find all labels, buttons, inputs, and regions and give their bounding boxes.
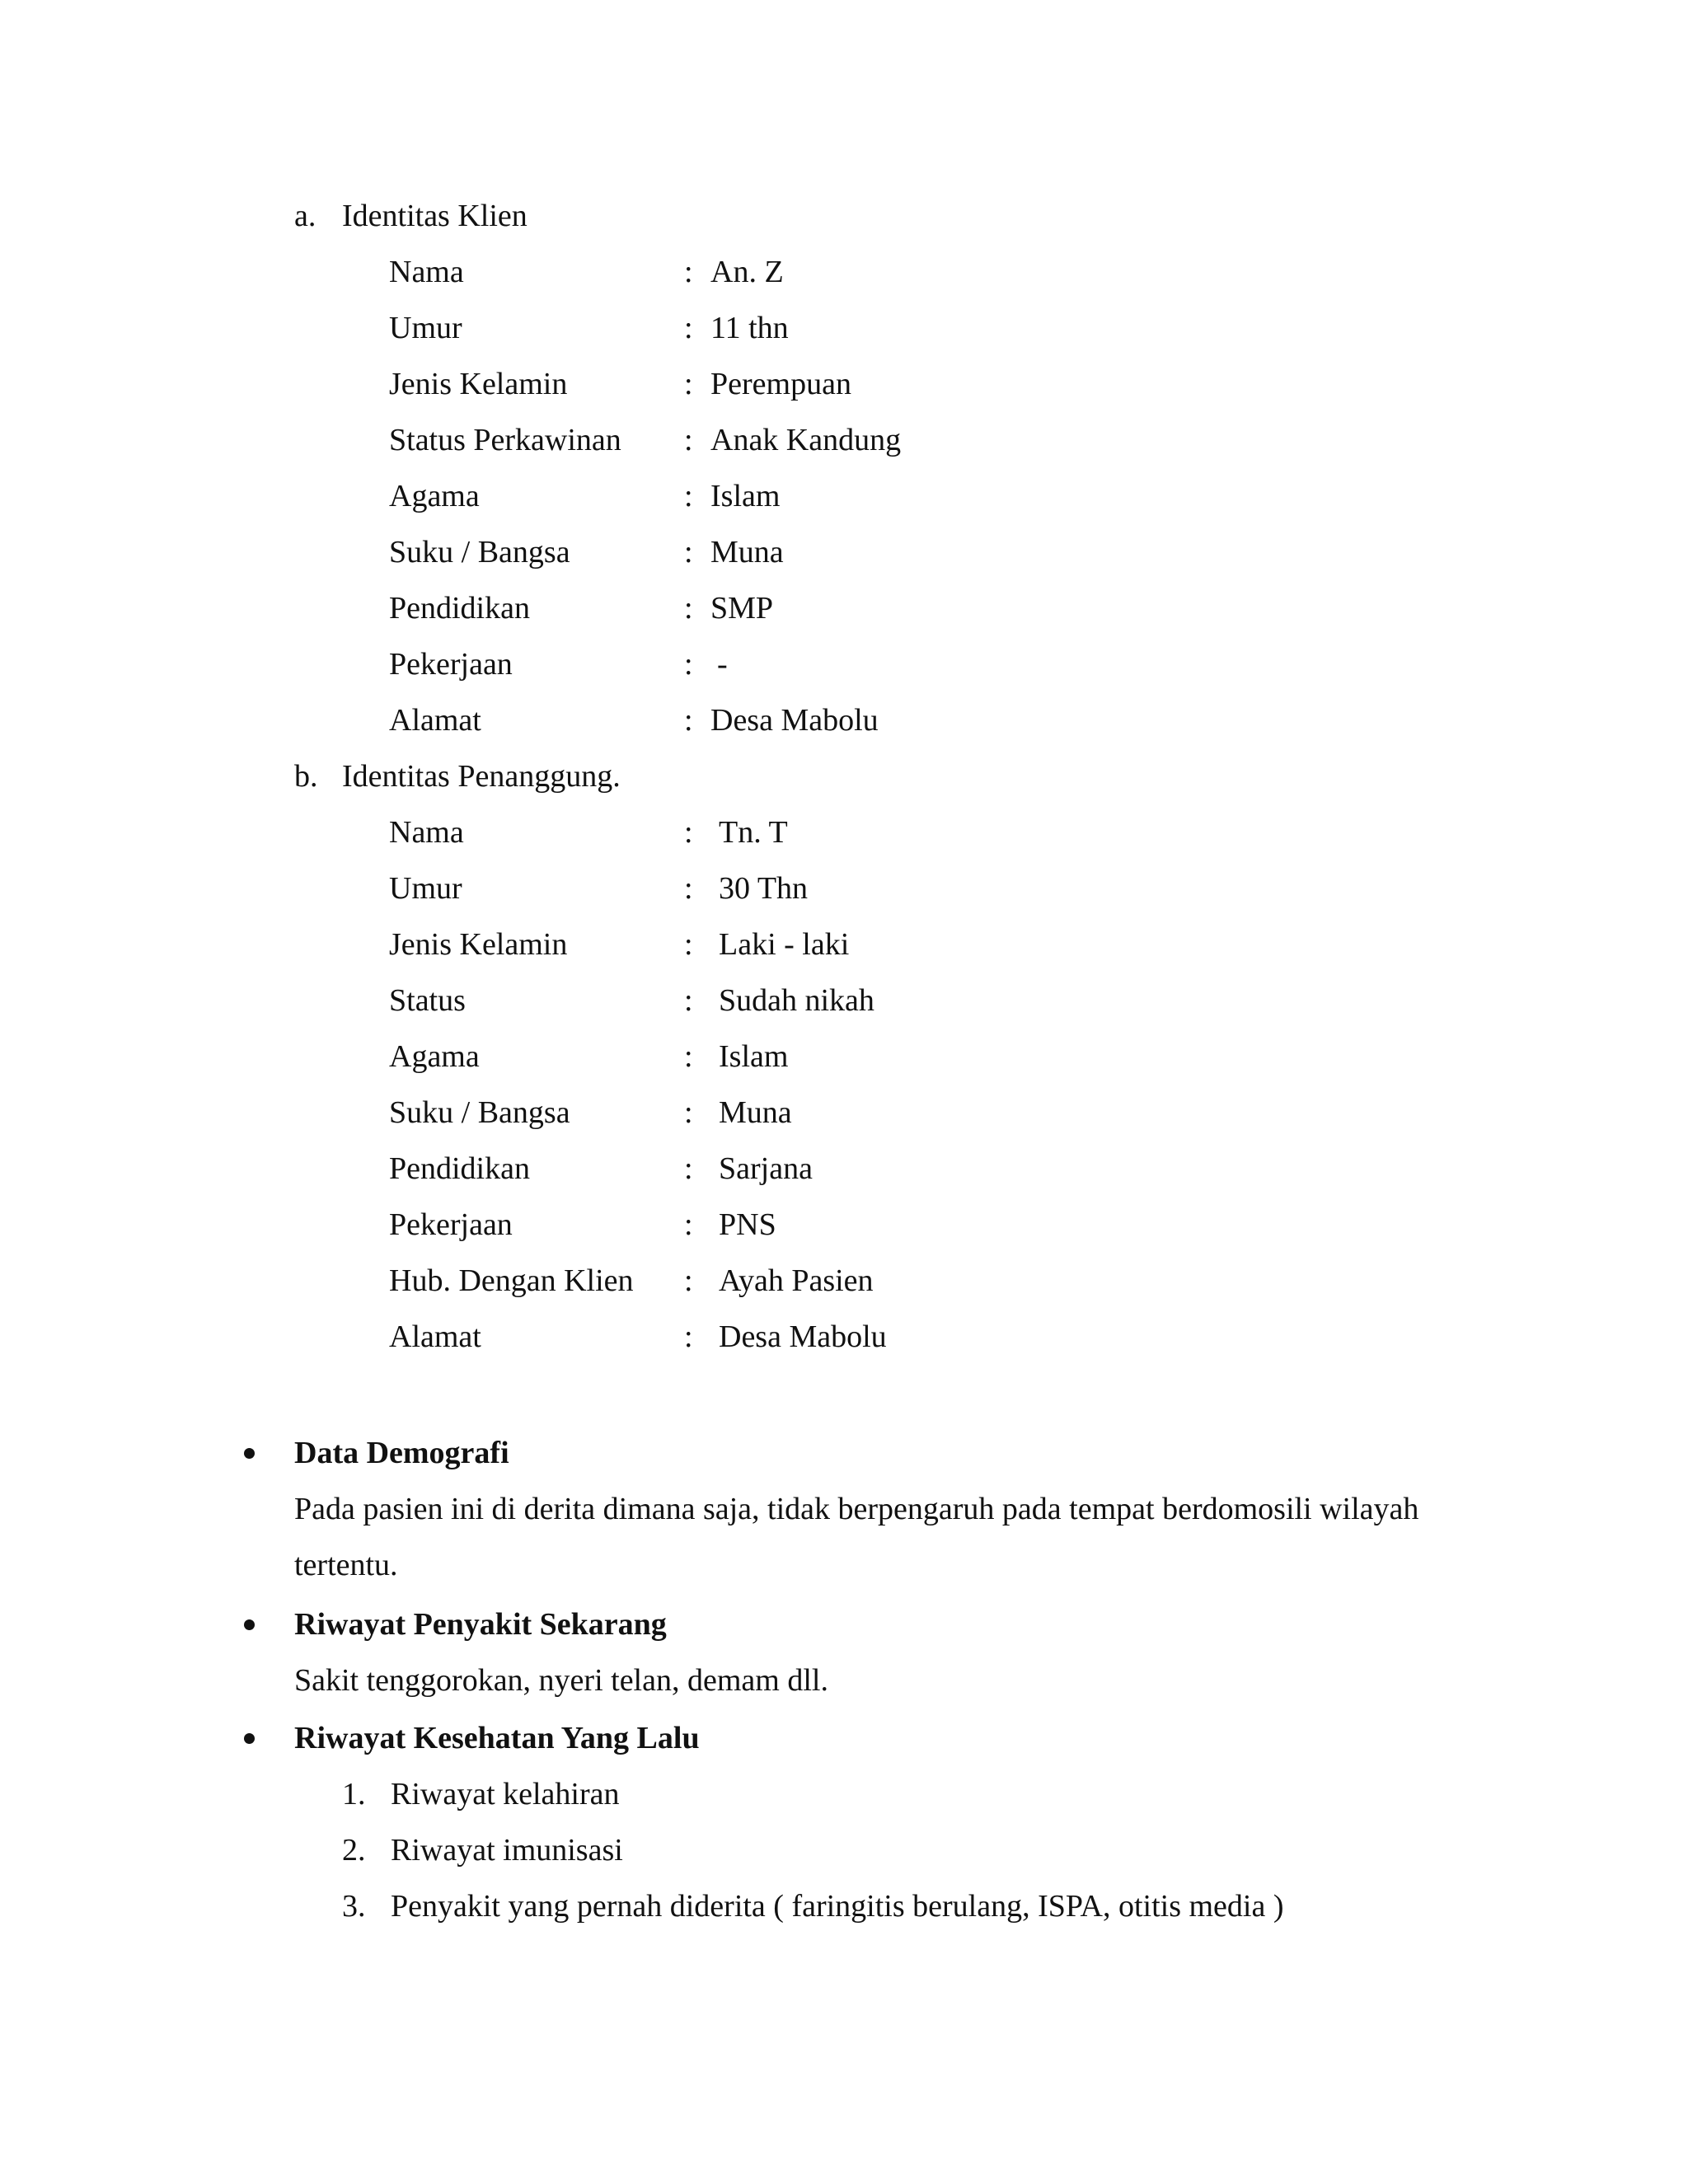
- list-item-number: 1.: [342, 1777, 366, 1811]
- row-value: Sarjana: [719, 1151, 813, 1186]
- row-separator: :: [684, 311, 693, 345]
- penyakit-sekarang-text: Sakit tenggorokan, nyeri telan, demam dll.: [294, 1663, 828, 1698]
- row-label: Suku / Bangsa: [389, 1095, 570, 1130]
- row-separator: :: [684, 367, 693, 401]
- row-label: Suku / Bangsa: [389, 535, 570, 569]
- row-value: SMP: [710, 591, 774, 626]
- row-separator: :: [684, 255, 693, 289]
- demografi-heading: Data Demografi: [294, 1436, 509, 1470]
- row-separator: :: [684, 479, 693, 513]
- row-label: Status Perkawinan: [389, 423, 621, 457]
- row-separator: :: [684, 423, 693, 457]
- section-a-marker: a.: [294, 199, 316, 233]
- row-separator: :: [684, 647, 693, 682]
- demografi-text-line2: tertentu.: [294, 1548, 398, 1582]
- row-label: Nama: [389, 255, 464, 289]
- section-a-title: Identitas Klien: [342, 199, 528, 233]
- row-value: Islam: [710, 479, 781, 513]
- row-value: Muna: [719, 1095, 792, 1130]
- row-value: PNS: [719, 1207, 776, 1242]
- row-label: Pendidikan: [389, 591, 530, 626]
- row-value: -: [717, 647, 728, 682]
- demografi-text-line1: Pada pasien ini di derita dimana saja, tidak berpengaruh pada tempat berdomosili wilayah: [294, 1492, 1419, 1526]
- row-value: Anak Kandung: [710, 423, 902, 457]
- row-label: Jenis Kelamin: [389, 927, 568, 962]
- list-item-number: 3.: [342, 1889, 366, 1924]
- row-label: Hub. Dengan Klien: [389, 1263, 634, 1298]
- row-label: Status: [389, 983, 466, 1018]
- row-separator: :: [684, 1095, 693, 1130]
- list-item: Riwayat imunisasi: [391, 1833, 623, 1868]
- row-separator: :: [684, 983, 693, 1018]
- row-value: Perempuan: [710, 367, 851, 401]
- row-value: An. Z: [710, 255, 784, 289]
- row-label: Umur: [389, 871, 462, 906]
- row-value: Tn. T: [719, 815, 788, 850]
- bullet-icon: [244, 1733, 255, 1744]
- kesehatan-lalu-heading: Riwayat Kesehatan Yang Lalu: [294, 1721, 700, 1755]
- list-item: Riwayat kelahiran: [391, 1777, 620, 1811]
- section-b-title: Identitas Penanggung.: [342, 759, 621, 794]
- row-value: Sudah nikah: [719, 983, 874, 1018]
- row-value: Islam: [719, 1039, 789, 1074]
- row-value: Laki - laki: [719, 927, 850, 962]
- row-label: Pekerjaan: [389, 1207, 513, 1242]
- bullet-icon: [244, 1448, 255, 1459]
- row-label: Jenis Kelamin: [389, 367, 568, 401]
- section-b-marker: b.: [294, 759, 318, 794]
- row-separator: :: [684, 703, 693, 738]
- penyakit-sekarang-heading: Riwayat Penyakit Sekarang: [294, 1607, 667, 1642]
- list-item: Penyakit yang pernah diderita ( faringitis berulang, ISPA, otitis media ): [391, 1889, 1284, 1924]
- row-separator: :: [684, 1319, 693, 1354]
- row-label: Pendidikan: [389, 1151, 530, 1186]
- row-value: Muna: [710, 535, 784, 569]
- row-separator: :: [684, 535, 693, 569]
- row-label: Agama: [389, 1039, 480, 1074]
- row-separator: :: [684, 1263, 693, 1298]
- row-separator: :: [684, 1039, 693, 1074]
- row-label: Agama: [389, 479, 480, 513]
- row-value: Ayah Pasien: [719, 1263, 874, 1298]
- row-separator: :: [684, 1207, 693, 1242]
- row-label: Nama: [389, 815, 464, 850]
- row-separator: :: [684, 815, 693, 850]
- row-label: Alamat: [389, 703, 481, 738]
- row-separator: :: [684, 591, 693, 626]
- row-separator: :: [684, 1151, 693, 1186]
- row-label: Alamat: [389, 1319, 481, 1354]
- row-value: 11 thn: [710, 311, 789, 345]
- bullet-icon: [244, 1619, 255, 1630]
- list-item-number: 2.: [342, 1833, 366, 1868]
- row-separator: :: [684, 871, 693, 906]
- row-label: Pekerjaan: [389, 647, 513, 682]
- row-value: Desa Mabolu: [710, 703, 879, 738]
- row-separator: :: [684, 927, 693, 962]
- row-value: Desa Mabolu: [719, 1319, 887, 1354]
- row-value: 30 Thn: [719, 871, 809, 906]
- row-label: Umur: [389, 311, 462, 345]
